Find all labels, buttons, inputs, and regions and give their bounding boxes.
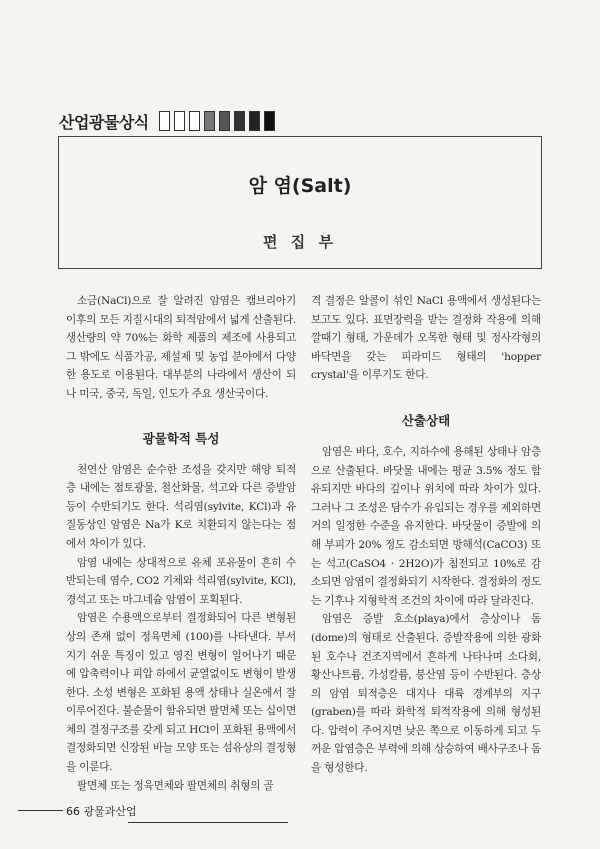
paragraph: 팔면체 또는 정육면체와 팔면체의 취형의 골 <box>77 779 274 792</box>
paragraph: 암염은 증발 호소(playa)에서 층상이나 돔(dome)의 형태로 산출된다. 증발작용에 의한 광화된 호수나 건조지역에서 흔하게 나타나며 소다회, 황산나트륨, 가성칼륨, 붕산염 등이 수반된다. 층상의 암염 퇴적층은 대지나 대륙 경계부의 지구(graben)를 따라 화학적 퇴적작용에 의해 형성된다. 압력이 주어지면 낮은 쪽으로 이동하게 되고 두꺼운 압염층은 부력에 의해 상승하여 배사구조나 돔을 형성한다. <box>311 613 541 775</box>
section-header <box>59 106 275 136</box>
intro-paragraph: 소금(NaCl)으로 잘 알려진 암염은 캠브리아기 이후의 모든 지질시대의 퇴적암에서 넓게 산출된다. 생산량의 약 70%는 화학 제품의 제조에 사용되고 그 밖에도 식품가공, 제설제 및 농업 분야에서 다양한 용도로 이용된다. 대부분의 나라에서 생산이 되나 미국, 중국, 독일, 인도가 주요 생산국이다. <box>66 295 296 400</box>
paragraph: 암염 내에는 상대적으로 유체 포유물이 흔히 수반되는데 염수, CO2 기체와 석리염(sylvite, KCl), 경석고 또는 마그네슘 암염이 포획된다. <box>66 556 296 606</box>
decorative-blocks <box>159 111 275 131</box>
section-label: 산업광물상식 <box>59 112 149 132</box>
paragraph: 암염은 바다, 호수, 지하수에 용해된 상태나 암층으로 산출된다. 바닷물 내에는 평균 3.5% 정도 함유되지만 바다의 깊이나 위치에 따라 차이가 있다. 그러나 그 조성은 담수가 유입되는 경우를 제외하면 거의 일정한 수준을 유지한다. 바닷물이 증발에 의해 부피가 20% 정도 감소되면 방해석(CaCO3) 또는 석고(CaSO4 · 2H2O)가 침전되고 10%로 감소되면 암염이 결정화되기 시작한다. 결정화의 정도는 기후나 지형학적 조건의 차이에 따라 달라진다. <box>311 445 541 607</box>
left-column <box>66 292 296 795</box>
footer-rule <box>18 810 63 811</box>
decor-block <box>204 111 215 131</box>
decor-block <box>189 111 200 131</box>
paragraph: 암염은 수용액으로부터 결정화되어 다른 변형된 상의 존재 없이 정육면체 (100)를 나타낸다. 부서지기 쉬운 특징이 있고 영진 변형이 일어나기 때문에 압축력이나 피압 하에서 균열없이도 변형이 발생한다. 소성 변형은 포화된 용액 상태나 실온에서 잘 이루어진다. 불순물이 함유되면 팔면체 또는 십이면체의 결정구조를 갖게 되고 HCl이 포화된 용액에서 결정화되면 신장된 바늘 모양 또는 섬유상의 결정형을 이룬다. <box>66 612 296 774</box>
paragraph: 천연산 암염은 순수한 조성을 갖지만 해양 퇴적층 내에는 점토광물, 철산화물, 석고와 다른 증발암 등이 수반되기도 한다. 석리염(sylvite, KCl)과 유질동상인 암염은 Na가 K로 치환되지 않는다는 점에서 차이가 있다. <box>66 463 296 550</box>
decor-block <box>234 111 245 131</box>
decor-block <box>249 111 260 131</box>
heading-mineralogy: 광물학적 특성 <box>142 430 220 446</box>
heading-occurrence: 산출상태 <box>401 412 451 428</box>
footer-rule <box>128 822 288 823</box>
article-author: 편 집 부 <box>263 233 337 251</box>
page-footer: 66 광물과산업 <box>66 805 137 818</box>
right-column <box>311 292 541 778</box>
title-box <box>58 136 542 269</box>
decor-block <box>264 111 275 131</box>
article-title: 암 염(Salt) <box>248 175 352 197</box>
decor-block <box>174 111 185 131</box>
decor-block <box>159 111 170 131</box>
decor-block <box>219 111 230 131</box>
paragraph: 격 결정은 알콜이 섞인 NaCl 용액에서 생성된다는 보고도 있다. 표면장력을 받는 결정화 작용에 의해 깔때기 형태, 가운데가 오목한 형태 및 정사각형의 바닥면을 갖는 피라미드 형태의 'hopper crystal'을 이루기도 한다. <box>311 295 541 382</box>
